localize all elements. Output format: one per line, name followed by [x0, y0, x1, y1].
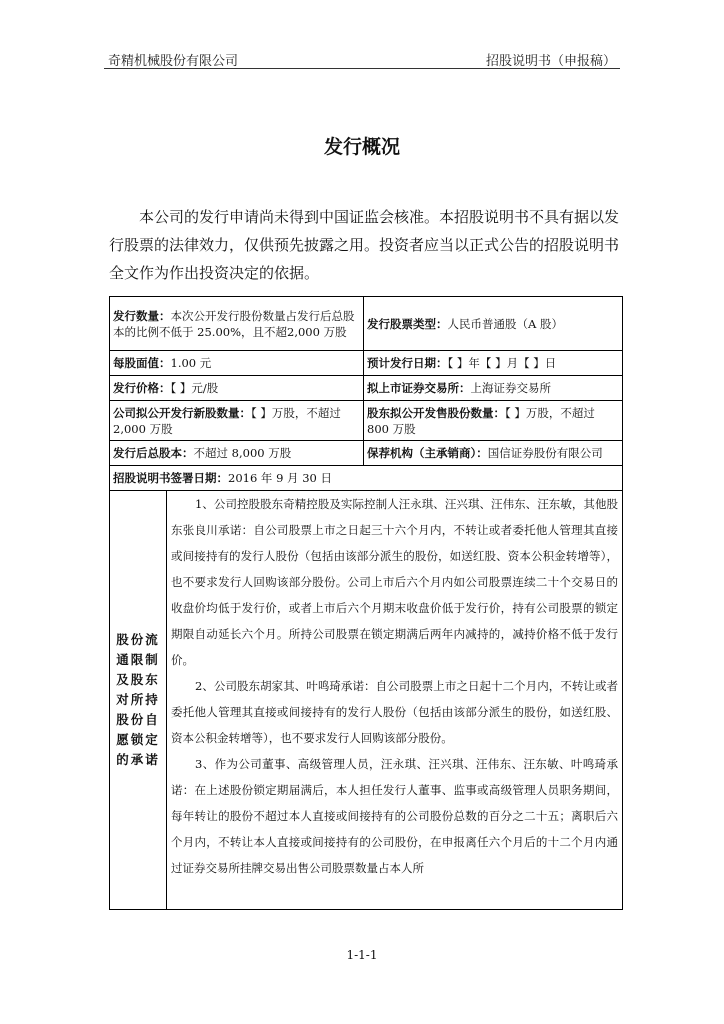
stock-type-value: 人民币普通股（A 股）: [447, 316, 563, 331]
cell-sponsor: [364, 441, 623, 466]
par-value: 1.00 元: [170, 356, 212, 370]
stock-type-label: 发行股票类型：: [367, 316, 448, 331]
issue-qty-value: 本次公开发行股份数量占发行后总股本的比例不低于 25.00%，且不超2,000 万股: [113, 308, 355, 339]
lockup-paragraph-2: 2、公司股东胡家其、叶鸣琦承诺：自公司股票上市之日起十二个月内，不转让或者委托他人管理其直接或间接持有的发行人股份（包括由该部分派生的股份，如送红股、资本公积金转增等），也不要求发行人回购该部分股份。: [171, 679, 618, 745]
cell-total-shares: [110, 441, 364, 466]
cell-issue-date: [364, 351, 623, 376]
page-number: 1-1-1: [346, 948, 378, 962]
lockup-body: [167, 491, 623, 910]
total-label: 发行后总股本：: [113, 446, 194, 460]
sponsor-label: 保荐机构（主承销商）：: [367, 446, 488, 460]
cell-issue-quantity: [110, 297, 364, 351]
cell-new-shares: [110, 401, 364, 441]
header-company: 奇精机械股份有限公司: [108, 54, 239, 69]
par-label: 每股面值：: [113, 356, 171, 370]
cell-sign-date: [110, 466, 623, 491]
new-shares-value: 【 】万股，不超过 2,000 万股: [113, 405, 341, 436]
price-value: 【 】元/股: [170, 381, 219, 395]
sell-shares-label: 股东拟公开发售股份数量：: [367, 405, 506, 420]
issue-qty-label: 发行数量：: [113, 308, 171, 323]
lockup-paragraph-3: 3、作为公司董事、高级管理人员，汪永琪、汪兴琪、汪伟东、汪东敏、叶鸣琦承诺：在上述股份锁定期届满后，本人担任发行人董事、监事或高级管理人员职务期间，每年转让的股份不超过本人直接或间接持有的公司股份总数的百分之二十五；离职后六个月内，不转让本人直接或间接持有的公司股份，在申报离任六个月后的十二个月内通过证券交易所挂牌交易出售公司股票数量占本人所: [171, 757, 618, 875]
header-doc-type: 招股说明书（申报稿）: [485, 54, 616, 69]
exchange-value: 上海证券交易所: [470, 381, 552, 395]
sign-date-label: 招股说明书签署日期：: [113, 471, 228, 485]
exchange-label: 拟上市证券交易所：: [367, 381, 471, 395]
sponsor-value: 国信证券股份有限公司: [487, 446, 603, 460]
cell-exchange: [364, 376, 623, 401]
lockup-label: 股份流通限制及股东对所持股份自愿锁定的承诺: [110, 491, 167, 910]
total-value: 不超过 8,000 万股: [193, 446, 292, 460]
date-label: 预计发行日期：: [367, 356, 448, 370]
cell-sell-shares: [364, 401, 623, 441]
cell-stock-type: [364, 297, 623, 351]
date-value: 【 】年【 】月【 】日: [447, 356, 557, 370]
header-divider: [104, 68, 620, 69]
sign-date-value: 2016 年 9 月 30 日: [228, 471, 332, 485]
sell-shares-value: 【 】万股，不超过 800 万股: [367, 405, 595, 436]
issue-overview-table: [109, 296, 623, 910]
lockup-paragraph-1: 1、公司控股股东奇精控股及实际控制人汪永琪、汪兴琪、汪伟东、汪东敏，其他股东张良川承诺：自公司股票上市之日起三十六个月内，不转让或者委托他人管理其直接或间接持有的发行人股份（包括由该部分派生的股份，如送红股、资本公积金转增等），也不要求发行人回购该部分股份。公司上市后六个月内如公司股票连续二十个交易日的收盘价均低于发行价，或者上市后六个月期末收盘价低于发行价，持有公司股票的锁定期限自动延长六个月。所持公司股票在锁定期满后两年内减持的，减持价格不低于发行价。: [171, 497, 618, 667]
new-shares-label: 公司拟公开发行新股数量：: [113, 405, 251, 420]
cell-issue-price: [110, 376, 364, 401]
intro-paragraph: 本公司的发行申请尚未得到中国证监会核准。本招股说明书不具有据以发行股票的法律效力，仅供预先披露之用。投资者应当以正式公告的招股说明书全文作为作出投资决定的依据。: [109, 208, 620, 282]
cell-par-value: [110, 351, 364, 376]
page-title: 发行概况: [323, 136, 400, 158]
price-label: 发行价格：: [113, 381, 171, 395]
